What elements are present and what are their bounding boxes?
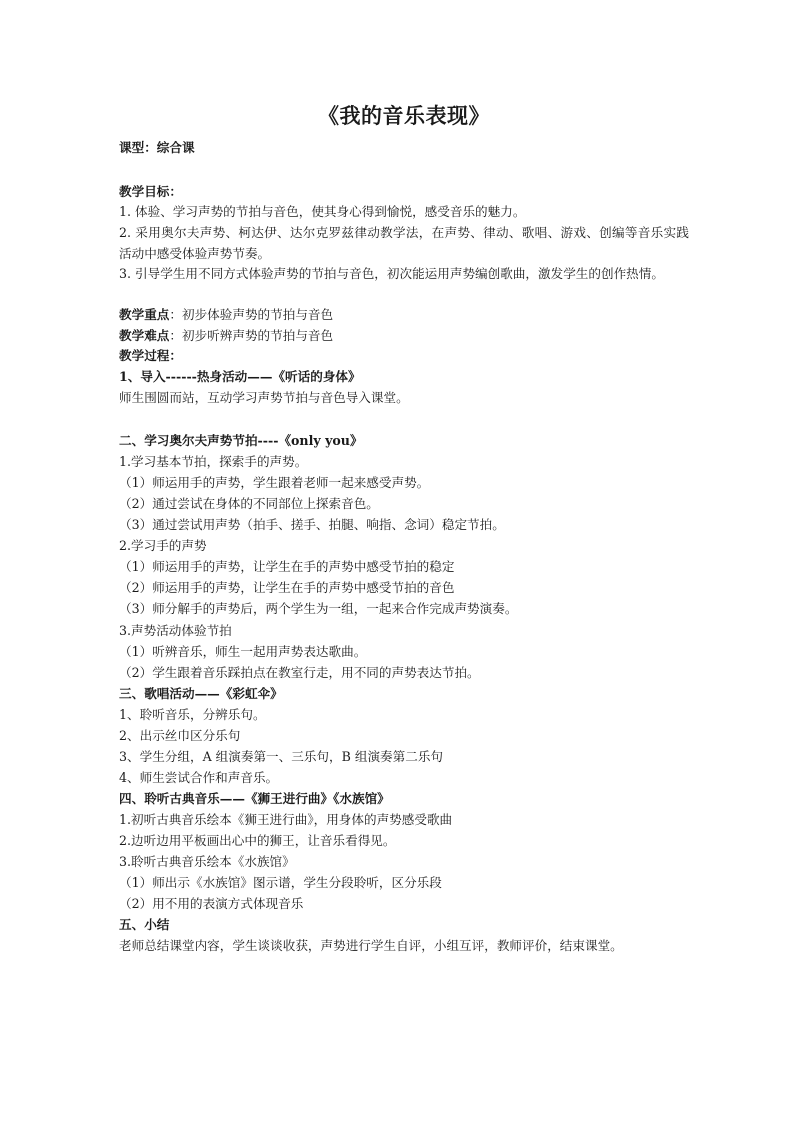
difficulty-label: 教学难点 [119, 328, 170, 343]
list-item: 3、学生分组，A 组演奏第一、三乐句，B 组演奏第二乐句 [119, 749, 444, 764]
section-text-5: 老师总结课堂内容，学生谈谈收获，声势进行学生自评，小组互评，教师评价，结束课堂。 [119, 938, 623, 953]
list-item: 2.学习手的声势 [119, 538, 207, 553]
list-item: （1）师出示《水族馆》图示谱，学生分段聆听，区分乐段 [119, 875, 442, 890]
list-item: （3）通过尝试用声势（拍手、搓手、拍腿、响指、念词）稳定节拍。 [119, 517, 505, 532]
list-item: 4、师生尝试合作和声音乐。 [119, 770, 279, 785]
key-point-label: 教学重点 [119, 307, 170, 322]
goals-heading: 教学目标： [119, 184, 182, 199]
list-item: 1.初听古典音乐绘本《狮王进行曲》，用身体的声势感受歌曲 [119, 812, 453, 827]
list-item: （1）师运用手的声势，学生跟着老师一起来感受声势。 [119, 475, 430, 490]
process-heading: 教学过程： [119, 348, 182, 363]
difficulty [119, 326, 689, 347]
difficulty-text: ：初步听辨声势的节拍与音色 [169, 328, 334, 343]
list-item: 1、聆听音乐，分辨乐句。 [119, 707, 266, 722]
list-item: （2）用不用的表演方式体现音乐 [119, 896, 304, 911]
goal-item: 3. 引导学生用不同方式体验声势的节拍与音色，初次能运用声势编创歌曲，激发学生的创作热情。 [119, 266, 664, 281]
list-item: 3.聆听古典音乐绘本《水族馆》 [119, 854, 295, 869]
document-title: 《我的音乐表现》 [318, 103, 490, 128]
key-point [119, 305, 689, 326]
list-item: （3）师分解手的声势后，两个学生为一组，一起来合作完成声势演奏。 [119, 601, 518, 616]
goal-item: 1. 体验、学习声势的节拍与音色，使其身心得到愉悦，感受音乐的魅力。 [119, 204, 526, 219]
section-heading-2: 二、学习奥尔夫声势节拍----《only you》 [119, 433, 363, 448]
section-heading-3: 三、歌唱活动——《彩虹伞》 [119, 686, 283, 701]
lesson-type: 课型：综合课 [119, 140, 195, 155]
list-item: （1）师运用手的声势，让学生在手的声势中感受节拍的稳定 [119, 559, 455, 574]
section-heading-5: 五、小结 [119, 917, 170, 932]
section-heading-1: 1、导入------热身活动——《听话的身体》 [119, 369, 361, 384]
list-item: （2）师运用手的声势，让学生在手的声势中感受节拍的音色 [119, 580, 455, 595]
section-heading-4: 四、聆听古典音乐——《狮王进行曲》《水族馆》 [119, 791, 390, 806]
list-item: 2.边听边用平板画出心中的狮王，让音乐看得见。 [119, 833, 396, 848]
list-item: （2）学生跟着音乐踩拍点在教室行走，用不同的声势表达节拍。 [119, 665, 480, 680]
list-item: （1）听辨音乐，师生一起用声势表达歌曲。 [119, 644, 367, 659]
list-item: 1.学习基本节拍，探索手的声势。 [119, 454, 308, 469]
list-item: （2）通过尝试在身体的不同部位上探索音色。 [119, 496, 379, 511]
goal-item: 2. 采用奥尔夫声势、柯达伊、达尔克罗兹律动教学法，在声势、律动、歌唱、游戏、创编等音乐实践活动中感受体验声势节奏。 [119, 225, 689, 261]
section-text-1: 师生围圆而站，互动学习声势节拍与音色导入课堂。 [119, 390, 409, 405]
key-point-text: ：初步体验声势的节拍与音色 [169, 307, 334, 322]
list-item: 2、出示丝巾区分乐句 [119, 728, 241, 743]
list-item: 3.声势活动体验节拍 [119, 623, 232, 638]
